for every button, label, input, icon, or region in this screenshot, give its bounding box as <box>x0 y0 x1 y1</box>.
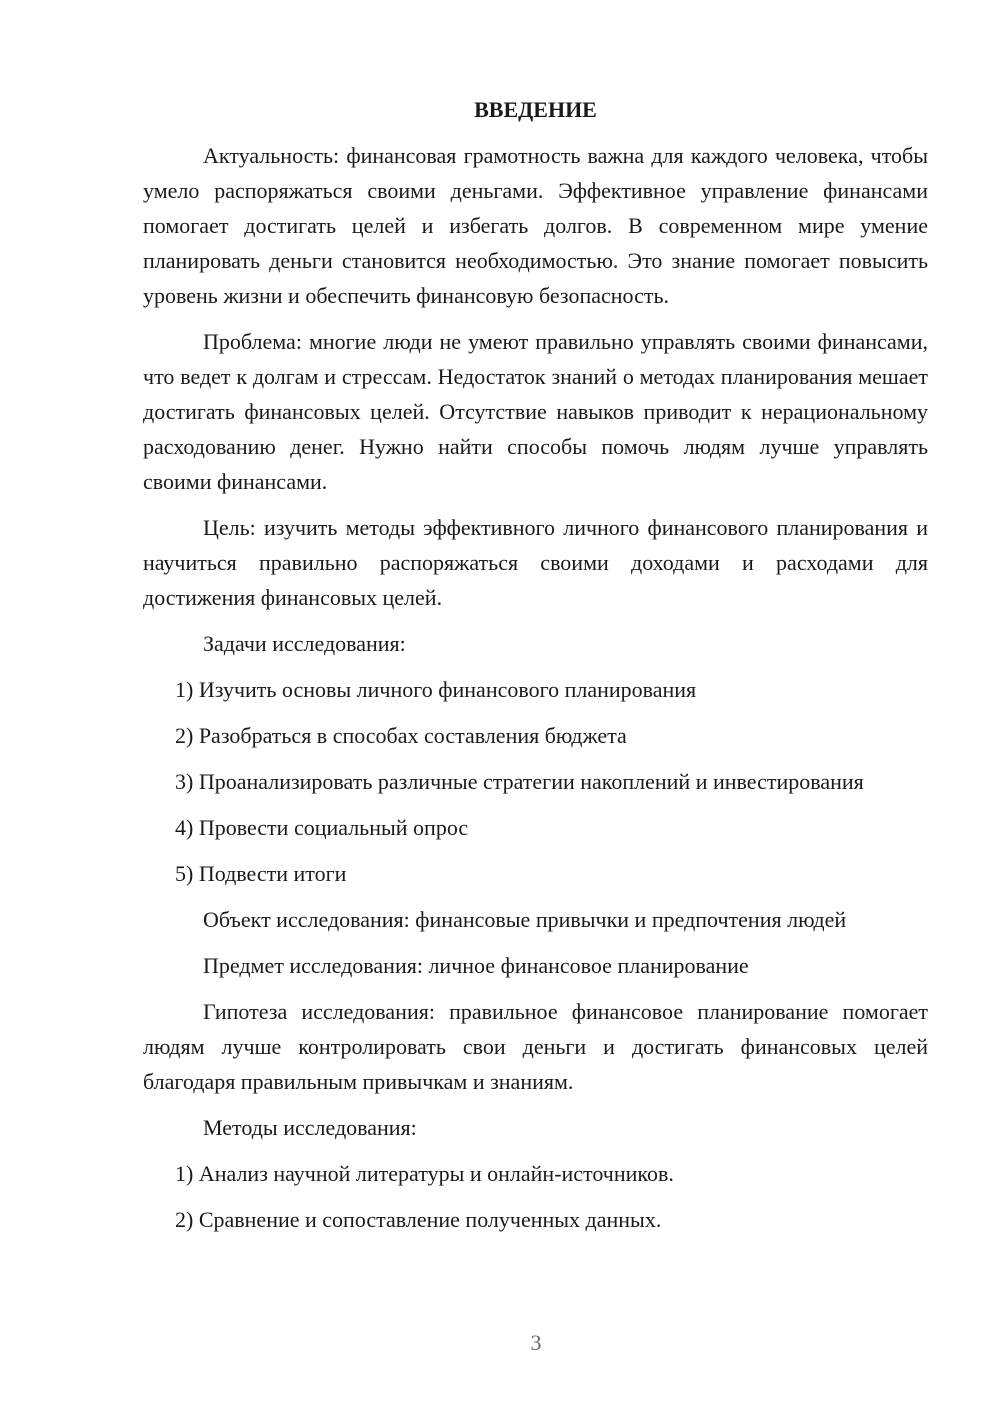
page-number: 3 <box>530 1330 542 1355</box>
hypothesis-paragraph: Гипотеза исследования: правильное финансовое планирование помогает людям лучше контролировать свои деньги и достигать финансовых целей благодаря правильным привычкам и знаниям. <box>143 999 928 1094</box>
section-heading: ВВЕДЕНИЕ <box>474 97 597 122</box>
task-item-1: 1) Изучить основы личного финансового планирования <box>175 677 697 702</box>
relevance-paragraph: Актуальность: финансовая грамотность важна для каждого человека, чтобы умело распоряжаться своими деньгами. Эффективное управление финансами помогает достигать целей и избегать долгов. В современном мире умение планировать деньги становится необходимостью. Это знание помогает повысить уровень жизни и обеспечить финансовую безопасность. <box>143 143 928 308</box>
tasks-label: Задачи исследования: <box>203 631 406 656</box>
method-item-1: 1) Анализ научной литературы и онлайн-источников. <box>175 1161 674 1186</box>
problem-paragraph: Проблема: многие люди не умеют правильно управлять своими финансами, что ведет к долгам и стрессам. Недостаток знаний о методах планирования мешает достигать финансовых целей. Отсутствие навыков приводит к нерациональному расходованию денег. Нужно найти способы помочь людям лучше управлять своими финансами. <box>143 329 928 494</box>
document-page <box>143 92 928 1248</box>
task-item-5: 5) Подвести итоги <box>175 861 347 886</box>
method-item-2: 2) Сравнение и сопоставление полученных данных. <box>175 1207 662 1232</box>
task-item-2: 2) Разобраться в способах составления бюджета <box>175 723 627 748</box>
object-paragraph: Объект исследования: финансовые привычки и предпочтения людей <box>203 907 847 932</box>
subject-paragraph: Предмет исследования: личное финансовое планирование <box>203 953 749 978</box>
task-item-3: 3) Проанализировать различные стратегии накоплений и инвестирования <box>175 769 864 794</box>
task-item-4: 4) Провести социальный опрос <box>175 815 469 840</box>
methods-label: Методы исследования: <box>203 1115 417 1140</box>
goal-paragraph: Цель: изучить методы эффективного личного финансового планирования и научиться правильно распоряжаться своими доходами и расходами для достижения финансовых целей. <box>143 515 928 610</box>
